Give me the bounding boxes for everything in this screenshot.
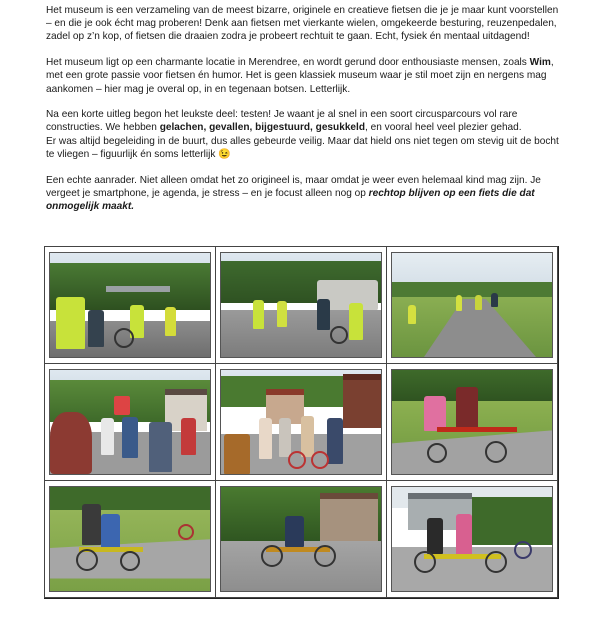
photo-group-start bbox=[49, 252, 211, 358]
photo-cyclists-road bbox=[220, 252, 382, 358]
text-run: Er was altijd begeleiding in de buurt, dus alles gebeurde veilig. Maar dat hield ons niet tegen om stevig uit de bocht te vliegen – figuurlijk én soms letterlijk 😉 bbox=[46, 135, 559, 160]
photo-recumbent-bike bbox=[220, 486, 382, 592]
bold-text: Wim bbox=[529, 57, 551, 69]
paragraph bbox=[46, 4, 561, 44]
text-run: Het museum ligt op een charmante locatie in Merendree, en wordt gerund door enthousiaste mensen, zoals bbox=[46, 57, 530, 69]
photo-two-cyclists bbox=[49, 486, 211, 592]
text-run: Een echte aanrader. Niet alleen omdat het zo origineel is, maar omdat je weer even helemaal kind mag zijn. Je vergeet je smartphone, je agenda, je stress – en je focust alleen nog op bbox=[46, 174, 541, 199]
text-run: Na een korte uitleg begon het leukste deel: testen! Je waant je al snel in een soort circusparcours vol rare constructies. We hebben bbox=[46, 109, 518, 134]
photo-grid bbox=[44, 246, 559, 599]
photo-tandem-bike bbox=[391, 369, 553, 475]
photo-cell bbox=[44, 363, 216, 481]
paragraph bbox=[46, 174, 561, 214]
photo-cell bbox=[215, 363, 387, 481]
text-run: , met een grote passie voor fietsen én humor. Het is geen klassiek museum waar je stil moet zijn en nergens mag aankomen – hier mag je overal op, in en tegenaan botsen. Letterlijk. bbox=[46, 57, 554, 95]
photo-group-courtyard bbox=[220, 369, 382, 475]
photo-duo-bike bbox=[391, 486, 553, 592]
paragraph bbox=[46, 108, 561, 161]
article-text bbox=[46, 4, 561, 226]
photo-cell bbox=[44, 246, 216, 364]
text-run: Het museum is een verzameling van de meest bizarre, originele en creatieve fietsen die je je maar kunt voorstellen – en die je ook écht mag proberen! Denk aan fietsen met vierkante wielen, omgekeerde besturing, reuzenpedalen, zadel op z’n kop, of fietsen die draaien zodra je probeert rechtuit te gaan. Echt, fysiek én mentaal uitdagend! bbox=[46, 5, 559, 43]
photo-cell bbox=[386, 480, 558, 598]
photo-cell bbox=[215, 246, 387, 364]
bold-text: gelachen, gevallen, bijgestuurd, gesukkeld bbox=[159, 122, 366, 134]
paragraph bbox=[46, 56, 561, 96]
photo-cell bbox=[386, 363, 558, 481]
photo-group-listening bbox=[49, 369, 211, 475]
text-run: , en vooral heel veel plezier gehad. bbox=[365, 122, 522, 134]
bold-text: rechtop blijven op een fiets die dat onmogelijk maakt. bbox=[46, 187, 535, 212]
photo-country-road bbox=[391, 252, 553, 358]
photo-cell bbox=[386, 246, 558, 364]
photo-cell bbox=[215, 480, 387, 598]
photo-cell bbox=[44, 480, 216, 598]
